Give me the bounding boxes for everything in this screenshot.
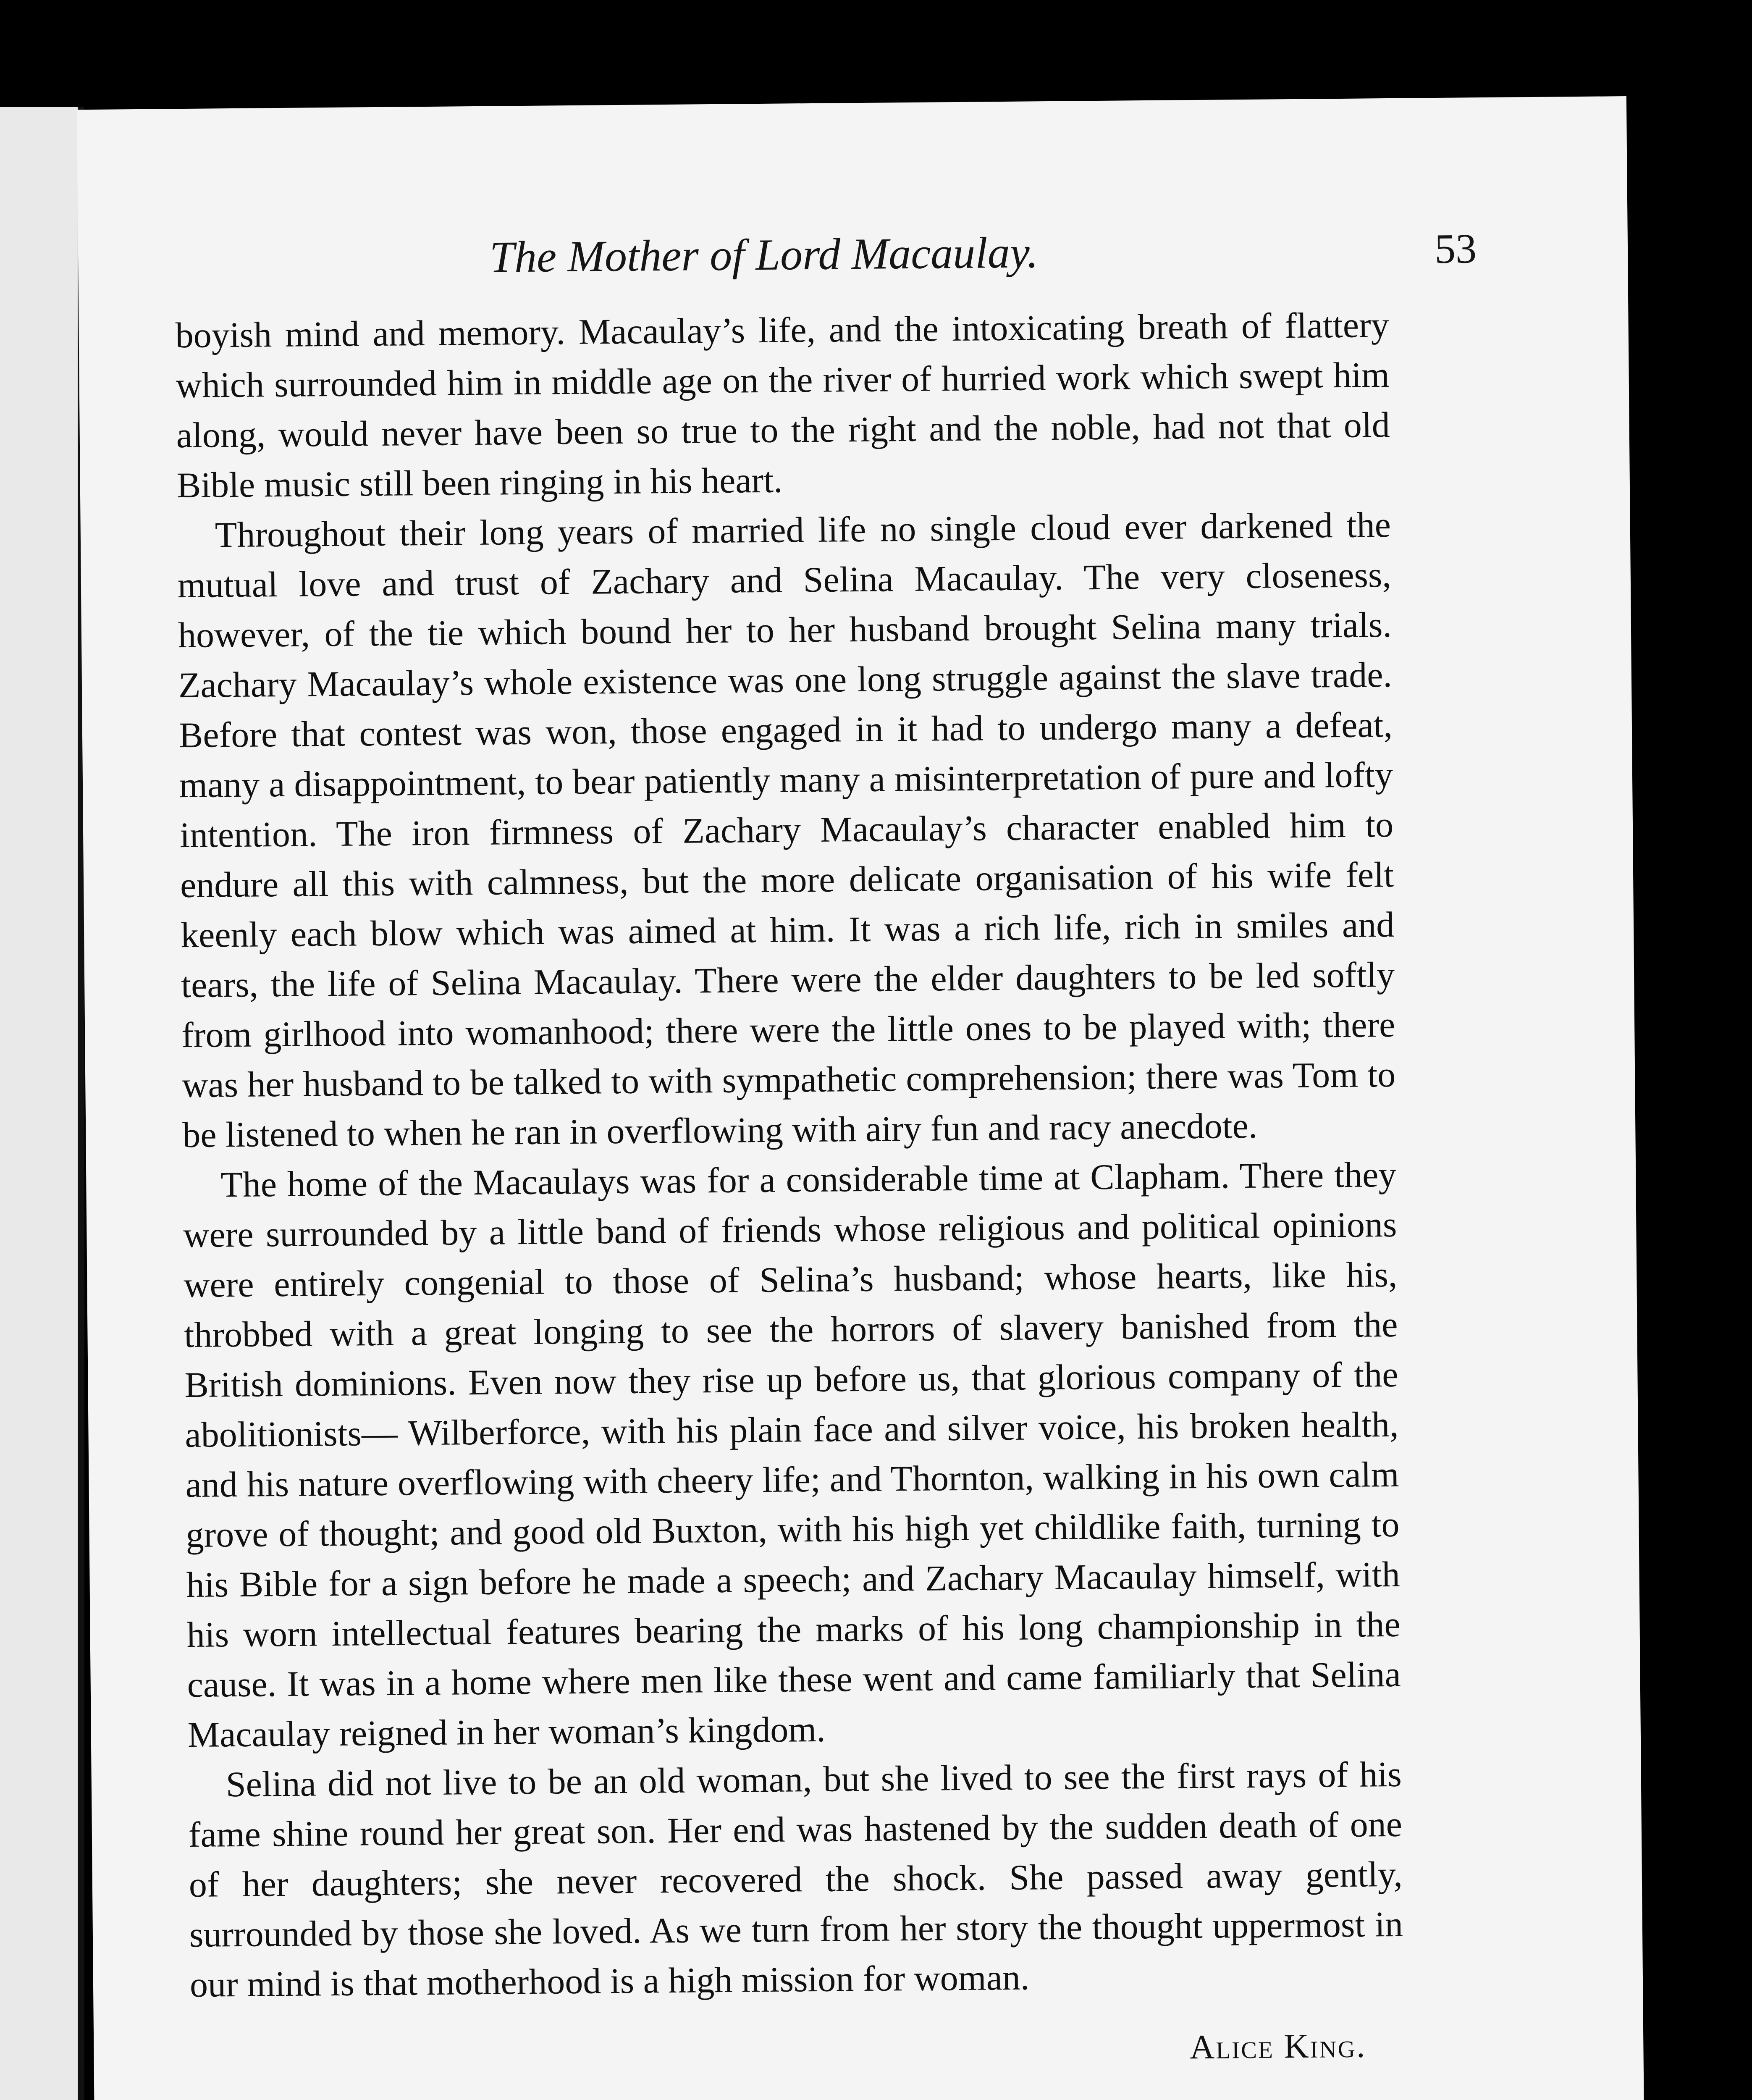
- page-header: [162, 219, 1477, 302]
- body-text: [175, 300, 1403, 2066]
- paragraph-continued: boyish mind and memory. Macaulay’s life, and the intoxicating breath of flattery which surrounded him in middle age on the river of hurried work which swept him along, would never have been so true to the right and the noble, had not that old Bible music still been ringing in his heart.: [175, 304, 1390, 506]
- author-signature: Alice King.: [1189, 2026, 1366, 2066]
- paragraph-final: Selina did not live to be an old woman, but she lived to see the first rays of his fame shine round her great son. Her end was hastened by the sudden death of one of her daughters; she never recovered the shock. She passed away gently, surrounded by those she loved. As we turn from her story the thought uppermost in our mind is that motherhood is a high mission for woman.: [188, 1754, 1403, 2005]
- paragraph-clapham-home: The home of the Macaulays was for a considerable time at Clapham. There they were surrounded by a little band of friends whose religious and political opinions were entirely congenial to those of Selina’s husband; whose hearts, like his, throbbed with a great longing to see the horrors of slavery banished from the British dominions. Even now they rise up before us, that glorious company of the abolitionists— Wilberforce, with his plain face and silver voice, his broken health, and his nature overflowing with cheery life; and Thornton, walking in his own calm grove of thought; and good old Buxton, with his high yet childlike faith, turning to his Bible for a sign before he made a speech; and Zachary Macaulay himself, with his worn intellectual features bearing the marks of his long championship in the cause. It was in a home where men like these went and came familiarly that Selina Macaulay reigned in her woman’s kingdom.: [183, 1154, 1401, 1755]
- page-number: 53: [1434, 225, 1477, 273]
- running-title: The Mother of Lord Macaulay.: [489, 228, 1039, 282]
- book-page: [77, 96, 1649, 2100]
- facing-page-edge: [0, 107, 84, 2100]
- paragraph-married-life: Throughout their long years of married life no single cloud ever darkened the mutual love and trust of Zachary and Selina Macaulay. The very closeness, however, of the tie which bound her to her husband brought Selina many trials. Zachary Macaulay’s whole existence was one long struggle against the slave trade. Before that contest was won, those engaged in it had to undergo many a defeat, many a disappointment, to bear patiently many a misinterpretation of pure and lofty intention. The iron firmness of Zachary Macaulay’s character enabled him to endure all this with calmness, but the more delicate organisation of his wife felt keenly each blow which was aimed at him. It was a rich life, rich in smiles and tears, the life of Selina Macaulay. There were the elder daughters to be led softly from girlhood into womanhood; there were the little ones to be played with; there was her husband to be talked to with sympathetic comprehension; there was Tom to be listened to when he ran in overflowing with airy fun and racy anecdote.: [177, 504, 1396, 1155]
